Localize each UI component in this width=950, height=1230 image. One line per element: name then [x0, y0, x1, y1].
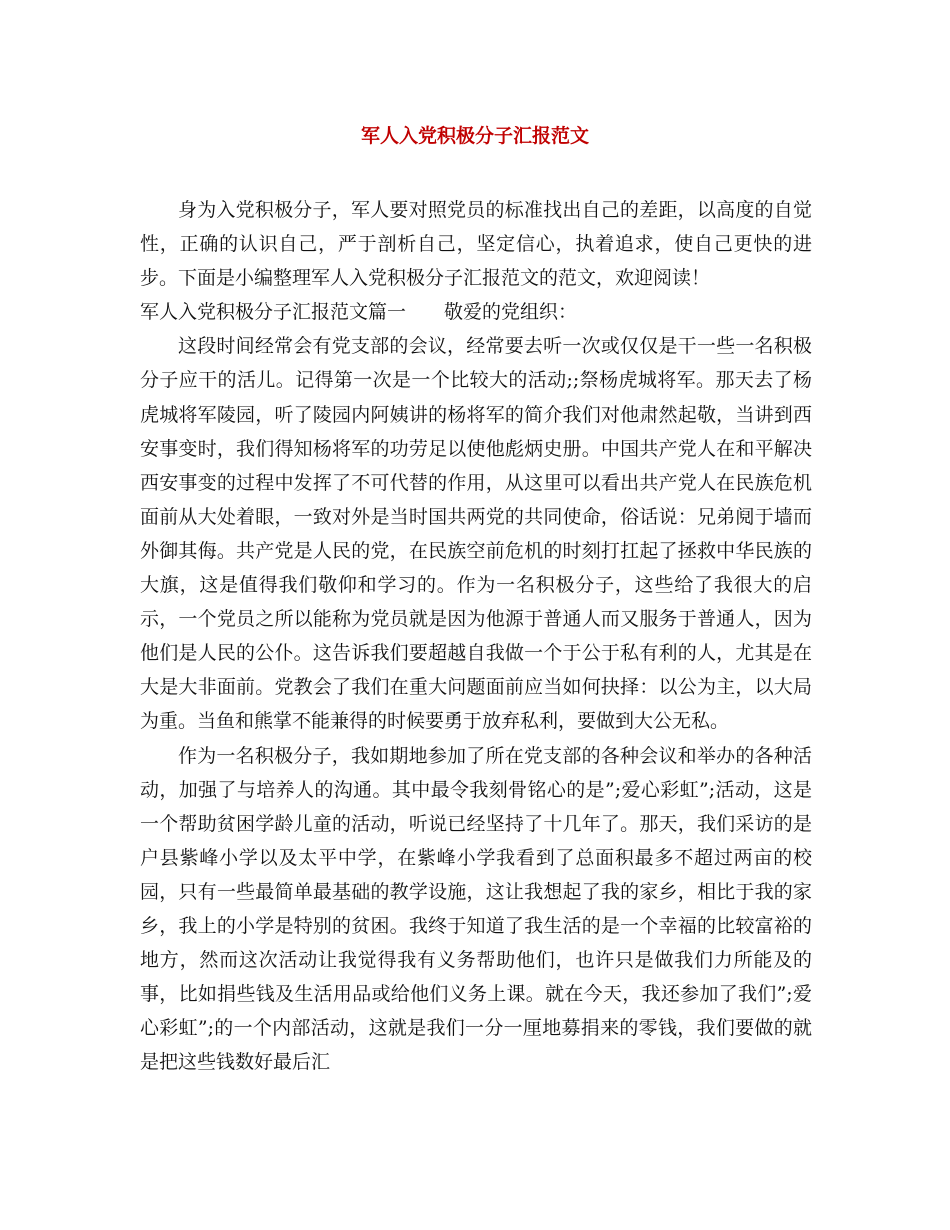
body-paragraph: 作为一名积极分子，我如期地参加了所在党支部的各种会议和举办的各种活动，加强了与培养人的沟通。其中最令我刻骨铭心的是”;爱心彩虹”;活动，这是一个帮助贫困学龄儿童的活动，听说已经坚持了十几年了。那天，我们采访的是户县紫峰小学以及太平中学，在紫峰小学我看到了总面积最多不超过两亩的校园，只有一些最简单最基础的教学设施，这让我想起了我的家乡，相比于我的家乡，我上的小学是特别的贫困。我终于知道了我生活的是一个幸福的比较富裕的地方，然而这次活动让我觉得我有义务帮助他们，也许只是做我们力所能及的事，比如捐些钱及生活用品或给他们义务上课。就在今天，我还参加了我们”;爱心彩虹”;的一个内部活动，这就是我们一分一厘地募捐来的零钱，我们要做的就是把这些钱数好最后汇	[140, 744, 812, 1074]
document-body	[140, 193, 812, 1079]
salutation: 敬爱的党组织：	[444, 301, 578, 324]
document-title: 军人入党积极分子汇报范文	[360, 125, 589, 147]
body-paragraph: 这段时间经常会有党支部的会议，经常要去听一次或仅仅是干一些一名积极分子应干的活儿。记得第一次是一个比较大的活动;;祭杨虎城将军。那天去了杨虎城将军陵园，听了陵园内阿姨讲的杨将军的简介我们对他肃然起敬，当讲到西安事变时，我们得知杨将军的功劳足以使他彪炳史册。中国共产党人在和平解决西安事变的过程中发挥了不可代替的作用，从这里可以看出共产党人在民族危机面前从大处着眼，一致对外是当时国共两党的共同使命，俗话说：兄弟阋于墙而外御其侮。共产党是人民的党，在民族空前危机的时刻打扛起了拯救中华民族的大旗，这是值得我们敬仰和学习的。作为一名积极分子，这些给了我很大的启示，一个党员之所以能称为党员就是因为他源于普通人而又服务于普通人，因为他们是人民的公仆。这告诉我们要超越自我做一个于公于私有利的人，尤其是在大是大非面前。党教会了我们在重大问题面前应当如何抉择：以公为主，以大局为重。当鱼和熊掌不能兼得的时候要勇于放弃私利，要做到大公无私。	[140, 335, 812, 733]
section-heading-line	[140, 295, 812, 329]
section-heading: 军人入党积极分子汇报范文篇一	[140, 301, 407, 324]
intro-paragraph: 身为入党积极分子，军人要对照党员的标准找出自己的差距，以高度的自觉性，正确的认识自己，严于剖析自己，坚定信心，执着追求，使自己更快的进步。下面是小编整理军人入党积极分子汇报范文的范文，欢迎阅读！	[140, 199, 812, 290]
